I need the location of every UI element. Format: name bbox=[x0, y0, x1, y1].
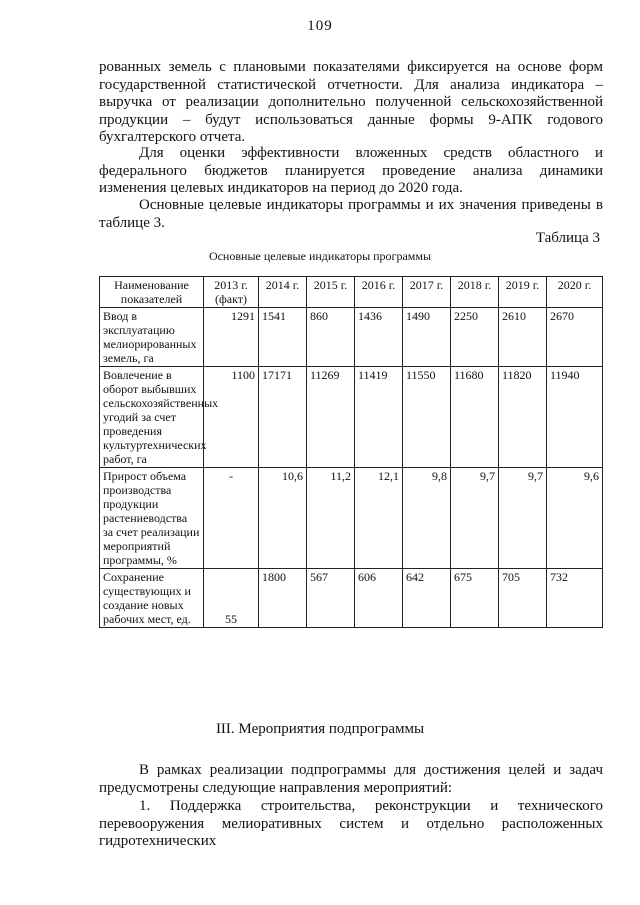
cell-value: - bbox=[204, 468, 259, 569]
cell-value: 1100 bbox=[204, 367, 259, 468]
cell-value: 9,7 bbox=[451, 468, 499, 569]
cell-value: 606 bbox=[355, 569, 403, 628]
paragraph-evaluation: Для оценки эффективности вложенных средств областного и федерального бюджетов планируется проведение анализа динамики изменения целевых индикаторов на период до 2020 года. bbox=[99, 145, 603, 196]
cell-value: 11940 bbox=[547, 367, 603, 468]
header-2018: 2018 г. bbox=[451, 277, 499, 308]
cell-value: 567 bbox=[307, 569, 355, 628]
header-2017: 2017 г. bbox=[403, 277, 451, 308]
row-name: Прирост объема производства продукции растениеводства за счет реализации мероприятий программы, % bbox=[100, 468, 204, 569]
table-label: Таблица 3 bbox=[535, 230, 600, 246]
cell-value: 9,6 bbox=[547, 468, 603, 569]
table-row bbox=[100, 468, 603, 569]
row-name: Ввод в эксплуатацию мелиорированных земель, га bbox=[100, 308, 204, 367]
page-number: 109 bbox=[307, 18, 333, 34]
row-name: Сохранение существующих и создание новых рабочих мест, ед. bbox=[100, 569, 204, 628]
cell-value: 11,2 bbox=[307, 468, 355, 569]
cell-value: 9,7 bbox=[499, 468, 547, 569]
cell-value: 2610 bbox=[499, 308, 547, 367]
cell-value: 17171 bbox=[259, 367, 307, 468]
header-2014: 2014 г. bbox=[259, 277, 307, 308]
cell-value: 1436 bbox=[355, 308, 403, 367]
header-2013: 2013 г. (факт) bbox=[204, 277, 259, 308]
cell-value: 10,6 bbox=[259, 468, 307, 569]
section-title: III. Мероприятия подпрограммы bbox=[215, 721, 425, 737]
header-2019: 2019 г. bbox=[499, 277, 547, 308]
paragraph-measure-1: 1. Поддержка строительства, реконструкции и технического перевооружения мелиоративных систем и отдельно расположенных гидротехнических bbox=[99, 798, 603, 849]
cell-value: 11269 bbox=[307, 367, 355, 468]
cell-value: 705 bbox=[499, 569, 547, 628]
header-name: Наименование показателей bbox=[100, 277, 204, 308]
paragraph-intro: рованных земель с плановыми показателями фиксируется на основе форм государственной статистической отчетности. Для анализа индикатора – выручка от реализации дополнительно полученной сельскохозяйственной продукции – будут использоваться данные формы 9-АПК годового бухгалтерского отчета. bbox=[99, 59, 603, 145]
cell-value: 1800 bbox=[259, 569, 307, 628]
table-row bbox=[100, 308, 603, 367]
cell-value: 2250 bbox=[451, 308, 499, 367]
paragraph-section-intro: В рамках реализации подпрограммы для достижения целей и задач предусмотрены следующие направления мероприятий: bbox=[99, 762, 603, 796]
cell-value: 675 bbox=[451, 569, 499, 628]
cell-value: 9,8 bbox=[403, 468, 451, 569]
header-2016: 2016 г. bbox=[355, 277, 403, 308]
header-2020: 2020 г. bbox=[547, 277, 603, 308]
cell-value: 1291 bbox=[204, 308, 259, 367]
cell-value: 12,1 bbox=[355, 468, 403, 569]
cell-value: 55 bbox=[204, 569, 259, 628]
cell-value: 642 bbox=[403, 569, 451, 628]
paragraph-table-reference: Основные целевые индикаторы программы и их значения приведены в таблице 3. bbox=[99, 197, 603, 231]
cell-value: 11550 bbox=[403, 367, 451, 468]
cell-value: 1541 bbox=[259, 308, 307, 367]
table-row bbox=[100, 367, 603, 468]
cell-value: 11820 bbox=[499, 367, 547, 468]
cell-value: 11680 bbox=[451, 367, 499, 468]
cell-value: 11419 bbox=[355, 367, 403, 468]
cell-value: 860 bbox=[307, 308, 355, 367]
row-name: Вовлечение в оборот выбывших сельскохозяйственных угодий за счет проведения культуртехнических работ, га bbox=[100, 367, 204, 468]
header-2015: 2015 г. bbox=[307, 277, 355, 308]
cell-value: 1490 bbox=[403, 308, 451, 367]
table-title: Основные целевые индикаторы программы bbox=[208, 249, 432, 263]
cell-value: 732 bbox=[547, 569, 603, 628]
cell-value: 2670 bbox=[547, 308, 603, 367]
table-header-row bbox=[100, 277, 603, 308]
indicators-table bbox=[99, 276, 603, 628]
table-row bbox=[100, 569, 603, 628]
